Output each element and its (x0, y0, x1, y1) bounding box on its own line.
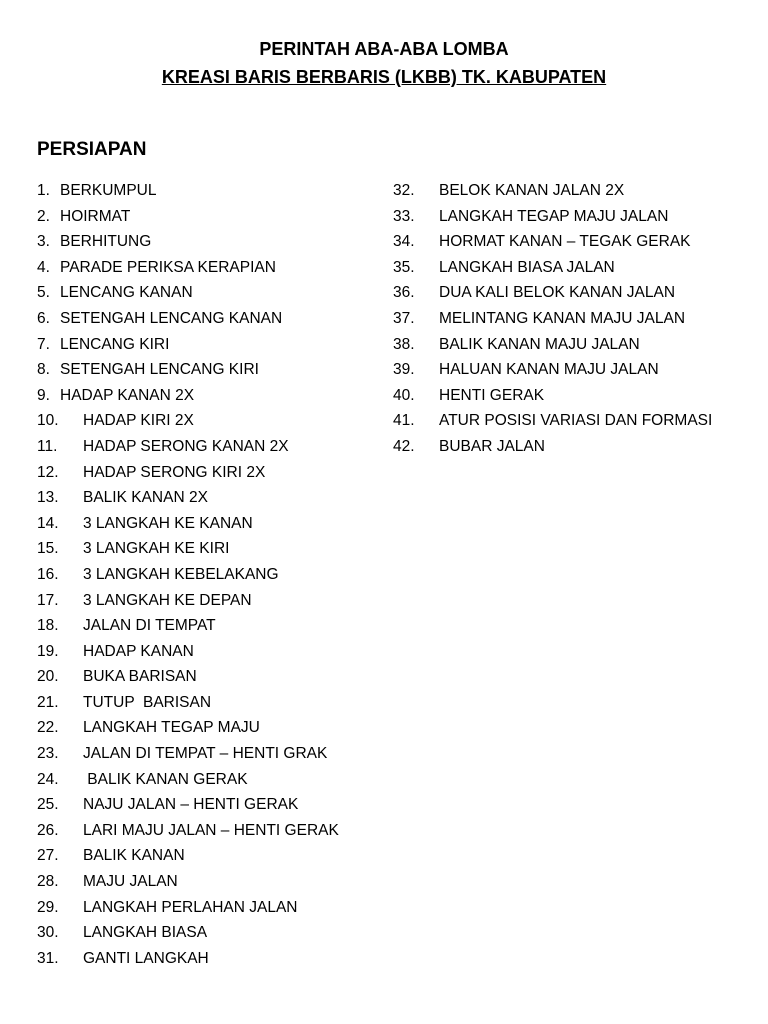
command-text: JALAN DI TEMPAT – HENTI GRAK (83, 745, 328, 763)
command-text: TUTUP BARISAN (83, 693, 212, 711)
command-number: 38. (393, 335, 415, 353)
command-number: 24. (37, 770, 59, 788)
command-text: LANGKAH TEGAP MAJU (83, 719, 260, 737)
command-number: 33. (393, 207, 415, 225)
command-number: 16. (37, 565, 59, 583)
command-number: 17. (37, 591, 59, 609)
command-number: 27. (37, 847, 59, 865)
command-text: HADAP KIRI 2X (83, 412, 194, 430)
command-text: LANGKAH BIASA (83, 924, 208, 942)
command-number: 2. (37, 207, 50, 225)
command-number: 23. (37, 745, 59, 763)
command-number: 42. (393, 437, 415, 455)
command-text: BERKUMPUL (60, 182, 157, 199)
command-number: 11. (37, 437, 58, 455)
command-text: BUBAR JALAN (439, 437, 545, 455)
command-number: 7. (37, 335, 50, 353)
command-text: LANGKAH BIASA JALAN (439, 258, 615, 276)
command-number: 6. (37, 309, 50, 327)
command-text: HADAP KANAN 2X (60, 386, 195, 404)
command-text: GANTI LANGKAH (83, 949, 209, 967)
command-number: 21. (37, 693, 59, 711)
command-text: LARI MAJU JALAN – HENTI GERAK (83, 821, 339, 839)
command-number: 3. (37, 233, 50, 251)
command-text: BERHITUNG (60, 233, 152, 251)
command-text: 3 LANGKAH KE DEPAN (83, 591, 252, 609)
command-number: 15. (37, 540, 59, 558)
command-text: HENTI GERAK (439, 386, 545, 404)
command-number: 35. (393, 258, 415, 276)
command-text: HALUAN KANAN MAJU JALAN (439, 361, 659, 379)
command-text: HORMAT KANAN – TEGAK GERAK (439, 233, 691, 251)
command-text: LENCANG KIRI (60, 335, 170, 353)
command-text: BALIK KANAN 2X (83, 489, 208, 507)
command-number: 5. (37, 284, 50, 302)
command-number: 29. (37, 898, 59, 916)
command-number: 28. (37, 873, 59, 891)
command-number: 14. (37, 514, 59, 532)
command-number: 10. (37, 412, 59, 430)
command-text: 3 LANGKAH KE KIRI (83, 540, 230, 558)
command-number: 32. (393, 182, 415, 199)
command-number: 25. (37, 796, 59, 814)
command-text: SETENGAH LENCANG KIRI (60, 361, 259, 379)
command-number: 13. (37, 489, 59, 507)
command-number: 37. (393, 309, 415, 327)
command-number: 19. (37, 642, 59, 660)
command-text: HADAP SERONG KIRI 2X (83, 463, 266, 481)
command-text: ATUR POSISI VARIASI DAN FORMASI (439, 412, 713, 430)
command-text: LANGKAH TEGAP MAJU JALAN (439, 207, 669, 225)
command-text: DUA KALI BELOK KANAN JALAN (439, 284, 676, 302)
command-text: BALIK KANAN GERAK (83, 770, 248, 788)
command-number: 8. (37, 361, 50, 379)
command-text: 3 LANGKAH KE KANAN (83, 514, 253, 532)
command-text: MELINTANG KANAN MAJU JALAN (439, 309, 686, 327)
command-text: BELOK KANAN JALAN 2X (439, 182, 625, 199)
command-text: MAJU JALAN (83, 873, 178, 891)
command-number: 1. (37, 182, 50, 199)
command-number: 36. (393, 284, 415, 302)
command-number: 40. (393, 386, 415, 404)
command-text: NAJU JALAN – HENTI GERAK (83, 796, 299, 814)
command-text: HOIRMAT (60, 207, 131, 225)
command-text: LENCANG KANAN (60, 284, 193, 302)
command-number: 9. (37, 386, 50, 404)
document-title: PERINTAH ABA-ABA LOMBA (259, 39, 509, 59)
command-text: HADAP SERONG KANAN 2X (83, 437, 289, 455)
command-number: 31. (37, 949, 59, 967)
command-number: 34. (393, 233, 415, 251)
section-heading: PERSIAPAN (37, 139, 147, 160)
document-subtitle: KREASI BARIS BERBARIS (LKBB) TK. KABUPATEN (161, 67, 607, 87)
command-number: 20. (37, 668, 59, 686)
command-text: 3 LANGKAH KEBELAKANG (83, 565, 279, 583)
command-text: BALIK KANAN (83, 847, 185, 865)
command-text: BALIK KANAN MAJU JALAN (439, 335, 640, 353)
command-number: 26. (37, 821, 59, 839)
command-number: 4. (37, 258, 50, 276)
command-number: 18. (37, 617, 59, 635)
command-number: 22. (37, 719, 59, 737)
command-text: LANGKAH PERLAHAN JALAN (83, 898, 298, 916)
command-text: SETENGAH LENCANG KANAN (60, 309, 283, 327)
command-number: 39. (393, 361, 415, 379)
command-number: 30. (37, 924, 59, 942)
command-text: HADAP KANAN (83, 642, 194, 660)
command-text: JALAN DI TEMPAT (83, 617, 216, 635)
command-number: 41. (393, 412, 415, 430)
command-text: PARADE PERIKSA KERAPIAN (60, 258, 276, 276)
command-number: 12. (37, 463, 59, 481)
command-text: BUKA BARISAN (83, 668, 197, 686)
